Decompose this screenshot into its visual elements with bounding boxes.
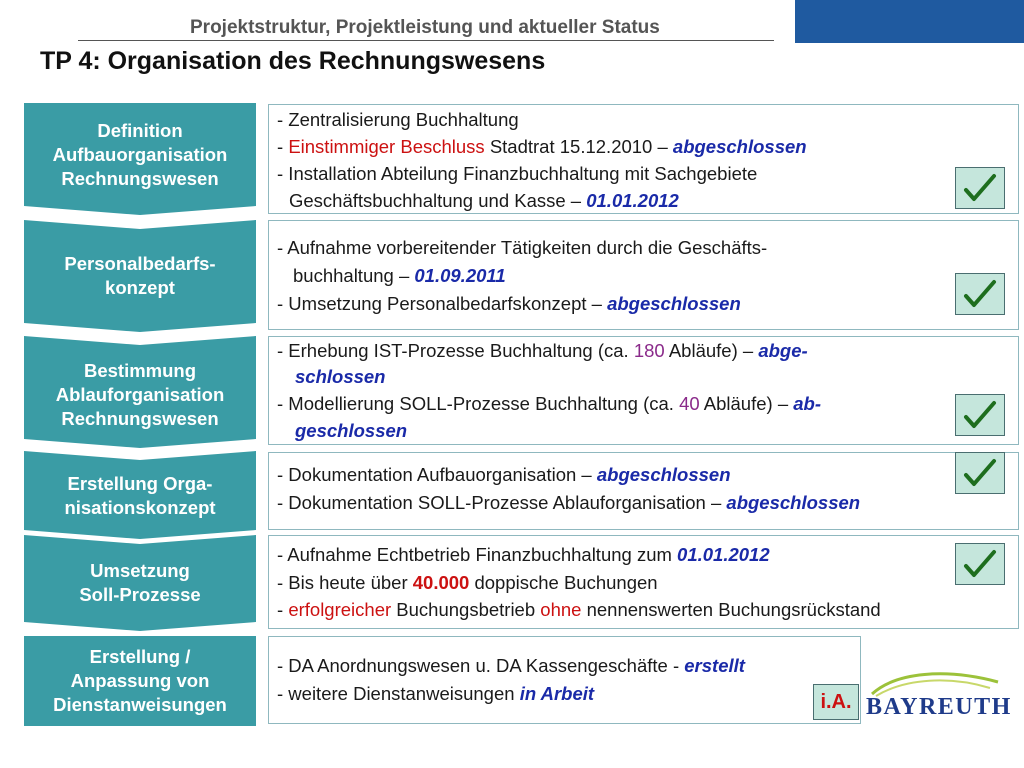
bayreuth-logo	[866, 668, 1012, 724]
box-line: buchhaltung – 01.09.2011	[293, 265, 506, 286]
status-text: ab-	[793, 393, 821, 414]
step-line: Umsetzung	[90, 560, 190, 581]
header-divider	[78, 40, 774, 41]
status-box-2	[268, 220, 1019, 330]
box-line	[295, 365, 386, 389]
step-line: Anpassung von	[70, 670, 210, 691]
box-line: - Aufnahme Echtbetrieb Finanzbuchhaltung zum 01.01.2012	[277, 544, 770, 565]
header-subtitle: Projektstruktur, Projektleistung und aktueller Status	[190, 17, 660, 38]
box-line: - Umsetzung Personalbedarfskonzept – abgeschlossen	[277, 293, 741, 314]
box-line: - DA Anordnungswesen u. DA Kassengeschäfte - erstellt	[277, 655, 745, 676]
status-text: in Arbeit	[519, 683, 595, 704]
step-line: Dienstanweisungen	[53, 694, 227, 715]
checkmark-icon	[955, 273, 1005, 315]
step-dienstanweisungen	[24, 636, 256, 726]
step-line: Erstellung Orga-	[67, 473, 213, 494]
step-line: Rechnungswesen	[61, 167, 219, 189]
status-box-1	[268, 104, 1019, 214]
step-label	[24, 345, 256, 445]
box-line: - Dokumentation Aufbauorganisation – abgeschlossen	[277, 464, 731, 485]
in-arbeit-badge: i.A.	[813, 684, 859, 720]
date-text: 01.01.2012	[586, 190, 679, 211]
status-text: erstellt	[684, 655, 745, 676]
status-text: abgeschlossen	[726, 492, 861, 513]
step-personalbedarf	[24, 220, 256, 332]
logo-text: BAYREUTH	[866, 694, 1012, 720]
box-line: - Bis heute über 40.000 doppische Buchungen	[277, 572, 658, 593]
box-line: - weitere Dienstanweisungen in Arbeit	[277, 683, 595, 704]
status-text: abge-	[758, 340, 808, 361]
status-text: abgeschlossen	[672, 136, 807, 157]
box-line: - Zentralisierung Buchhaltung	[277, 109, 519, 130]
box-line	[295, 419, 407, 443]
step-line: konzept	[105, 277, 175, 298]
step-label	[24, 103, 256, 206]
box-line: - erfolgreicher Buchungsbetrieb ohne nennenswerten Buchungsrückstand	[277, 599, 881, 620]
box-line: Geschäftsbuchhaltung und Kasse – 01.01.2012	[289, 190, 679, 211]
step-label	[24, 541, 256, 625]
box-line: - Aufnahme vorbereitender Tätigkeiten durch die Geschäfts-	[277, 237, 768, 258]
box-line: - Einstimmiger Beschluss Stadtrat 15.12.2010 – abgeschlossen	[277, 136, 807, 157]
box-line: - Installation Abteilung Finanzbuchhaltung mit Sachgebiete	[277, 163, 758, 184]
checkmark-icon	[955, 452, 1005, 494]
box-line: - Modellierung SOLL-Prozesse Buchhaltung (ca. 40 Abläufe) – ab-	[277, 393, 821, 414]
status-box-3	[268, 336, 1019, 445]
step-line: Definition	[97, 119, 183, 141]
status-box-4	[268, 452, 1019, 530]
status-box-5	[268, 535, 1019, 629]
step-umsetzung	[24, 535, 256, 631]
step-line: Rechnungswesen	[61, 408, 219, 429]
step-line: Personalbedarfs-	[64, 253, 216, 274]
step-label	[24, 636, 256, 726]
header-accent-block	[795, 0, 1024, 43]
status-text: abgeschlossen	[607, 293, 741, 314]
step-label	[24, 226, 256, 326]
checkmark-icon	[955, 167, 1005, 209]
step-line: Aufbauorganisation	[52, 143, 228, 165]
step-line: Erstellung /	[89, 646, 191, 667]
status-text: schlossen	[295, 366, 386, 387]
step-line: Soll-Prozesse	[79, 584, 201, 605]
step-line: Bestimmung	[83, 360, 197, 381]
step-line: Ablauforganisation	[55, 384, 225, 405]
box-line: - Dokumentation SOLL-Prozesse Ablauforganisation – abgeschlossen	[277, 492, 861, 513]
step-organisationskonzept	[24, 451, 256, 539]
box-line: - Erhebung IST-Prozesse Buchhaltung (ca. 180 Abläufe) – abge-	[277, 340, 808, 361]
step-ablauforganisation	[24, 336, 256, 448]
checkmark-icon	[955, 543, 1005, 585]
status-text: abgeschlossen	[596, 464, 731, 485]
page-title: TP 4: Organisation des Rechnungswesens	[40, 47, 546, 75]
checkmark-icon	[955, 394, 1005, 436]
date-text: 01.09.2011	[414, 265, 506, 286]
date-text: 01.01.2012	[677, 544, 770, 565]
step-label	[24, 457, 256, 535]
step-line: nisationskonzept	[64, 497, 216, 518]
status-text: geschlossen	[295, 420, 408, 441]
step-definition	[24, 103, 256, 215]
status-box-6	[268, 636, 861, 724]
